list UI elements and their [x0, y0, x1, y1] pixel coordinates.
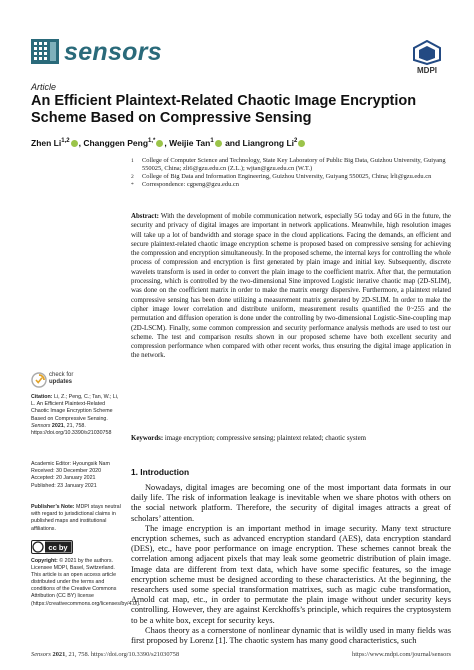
body-paragraph: The image encryption is an important method in image security. Many text structure encryption schemes, such as advanced encryption standard (AES), data encryption standard (DES), etc., have poor performance on image encryption. These schemes cannot break the correlation among adjacent pixels that may leak some geometric distribution of plain image. Image data are different from text data, which have some specific features, so the image encryption scheme must be designed according to these characteristics. At the beginning, the researchers used some special transformation matrixes, such as magic cube transformation, Arnold cat map, etc., in order to permutate the plain image without under security keys controlling. However, they are against Kerckhoffs’s principle, which requires the cryptosystem to be a white box, except for security keys.: [131, 523, 451, 625]
affiliation-text: College of Big Data and Information Engineering, Guizhou University, Guiyang 550025, China; lrli@gzu.edu.cn: [142, 173, 432, 180]
journal-url[interactable]: https://www.mdpi.com/journal/sensors: [352, 651, 451, 658]
citation-year: 2021: [51, 422, 64, 429]
article-dates: [31, 461, 123, 490]
footer-journal: Sensors: [31, 651, 51, 658]
paper-title: An Efficient Plaintext-Related Chaotic Image Encryption Scheme Based on Compressive Sensing: [31, 93, 417, 126]
publisher-note-text: MDPI stays neutral with regard to jurisdictional claims in published maps and institutional affiliations.: [31, 504, 121, 532]
orcid-icon[interactable]: [215, 140, 222, 147]
citation: [31, 394, 123, 437]
footer-year: 2021: [52, 651, 66, 658]
check-for-updates-icon[interactable]: [31, 372, 47, 388]
publisher-note-label: Publisher’s Note:: [31, 504, 75, 510]
check-line1: check for: [49, 372, 74, 378]
footer-citation: [31, 651, 179, 658]
author-affiliation-mark: 1: [210, 138, 214, 145]
affiliation: [131, 157, 451, 173]
correspondence: [131, 181, 451, 189]
abstract: [131, 212, 451, 361]
author-name[interactable]: Zhen Li: [31, 138, 62, 148]
keywords-label: Keywords:: [131, 435, 164, 442]
copyright-text: © 2021 by the authors. Licensee MDPI, Basel, Switzerland. This article is an open access article distributed under the terms and conditions of the Creative Commons Attribution (CC BY) license (https://creativecommons.org/licenses/by/4.0/).: [31, 558, 141, 607]
author-affiliation-mark: 2: [294, 138, 298, 145]
cc-badge-text: cc by: [48, 543, 68, 553]
correspondence-text[interactable]: Correspondence: cgpeng@gzu.edu.cn: [142, 181, 239, 188]
keywords-text: image encryption; compressive sensing; plaintext related; chaotic system: [164, 435, 367, 442]
author-name[interactable]: Liangrong Li: [242, 138, 295, 148]
copyright-notice: [31, 558, 141, 608]
affiliation-text: College of Computer Science and Technology, State Key Laboratory of Public Big Data, Guizhou University, Guiyang 550025, China; zli6@gzu.edu.cn (Z.L.); wjtan@gzu.edu.cn (W.T.): [142, 157, 446, 172]
check-for-updates-label[interactable]: [49, 372, 73, 386]
accepted-date: Accepted: 20 January 2021: [31, 475, 96, 482]
article-type: Article: [31, 82, 57, 92]
author-name[interactable]: Weijie Tan: [169, 138, 211, 148]
copyright-label: Copyright:: [31, 558, 58, 564]
author-name[interactable]: Changgen Peng: [83, 138, 149, 148]
publisher-note: [31, 504, 123, 533]
abstract-text: With the development of mobile communication network, especially 5G today and 6G in the future, the security and privacy of digital images are important in network applications. Meanwhile, high resolution images will take up a lot of bandwidth and storage space in the cloud applications. Facing the demands, an efficient and secure plaintext-related chaotic image encryption scheme is proposed based on compressive sensing for achieving the compression and encryption simultaneously. In the proposed scheme, the internal keys for controlling the whole process of compression and encryption is first generated by plain image and initial key. Subsequently, discrete wavelets transform is used in order to convert the plain image to the coefficient matrix. After that, the permutation processing, which is controlled by the two-dimensional Sine improved Logistic iterative chaotic map (2D-SLIM), was done on the coefficient matrix in order to make the matrix energy dispersive. Furthermore, a plaintext related compressive sensing has been done utilizing a measurement matrix generated by 2D-SLIM. In order to make the cipher image lower correlation and distribute uniform, measurement results quantified the 0~255 and the permutation and diffusion operation is done under the controlling by two-dimensional Logistic-Sine-coupling map (2D-LSCM). Finally, some common compression and security performance analysis methods are used to test our scheme. The test and comparison results shown in our proposed scheme have both excellent security and compression performance when compared with other recent works, thus ensuring the digital image application in the network.: [131, 213, 451, 360]
author-list: Zhen Li$^{1,2}$ , Changgen Peng$^{1,*}$ , Weijie Tan$^1$ and Liangrong Li$^2$: [31, 138, 451, 148]
citation-text: Li, Z.; Peng, C.; Tan, W.; Li, L. An Efficient Plaintext-Related Chaotic Image Encryption Scheme Based on Compressive Sensing.: [31, 394, 119, 422]
mdpi-logo-icon: [412, 40, 442, 65]
affiliation: [131, 173, 451, 181]
abstract-label: Abstract:: [131, 213, 159, 220]
citation-journal: Sensors: [31, 422, 51, 429]
published-date: Published: 23 January 2021: [31, 482, 97, 489]
introduction-body: [131, 483, 451, 646]
orcid-icon[interactable]: [298, 140, 305, 147]
orcid-icon[interactable]: [156, 140, 163, 147]
author-affiliation-mark: 1,2: [61, 138, 70, 145]
received-date: Received: 30 December 2020: [31, 468, 102, 475]
check-line2: updates: [49, 379, 73, 385]
section-heading: 1. Introduction: [131, 467, 190, 477]
body-paragraph: Chaos theory as a cornerstone of nonlinear dynamic that is wildly used in many fields was first proposed by Lorenz [1]. The chaotic system has many good characteristics, such: [131, 625, 451, 646]
affiliations: [131, 157, 451, 189]
citation-label: Citation:: [31, 394, 53, 400]
correspondence-mark: *: [131, 182, 134, 188]
publisher-name: MDPI: [417, 66, 437, 75]
academic-editor: Academic Editor: Hyoungsik Nam: [31, 461, 110, 467]
keywords: [131, 434, 451, 443]
author-affiliation-mark: 1,*: [148, 138, 156, 145]
sensors-logo-icon: [31, 39, 59, 64]
affiliation-mark: 1: [131, 158, 134, 164]
cc-by-license-icon[interactable]: [31, 540, 73, 554]
journal-name: sensors: [64, 38, 162, 66]
footer-doi[interactable]: , 21, 758. https://doi.org/10.3390/s21030758: [65, 651, 180, 658]
citation-doi[interactable]: , 21, 758. https://doi.org/10.3390/s21030758: [31, 422, 112, 437]
affiliation-mark: 2: [131, 174, 134, 180]
orcid-icon[interactable]: [71, 140, 78, 147]
body-paragraph: Nowadays, digital images are becoming one of the most important data formats in our daily life. The risk of information leakage is inevitable when we share photos with others on the social network platform. Therefore, the security of digital images attracts a great of scholars’ attention.: [131, 483, 451, 523]
